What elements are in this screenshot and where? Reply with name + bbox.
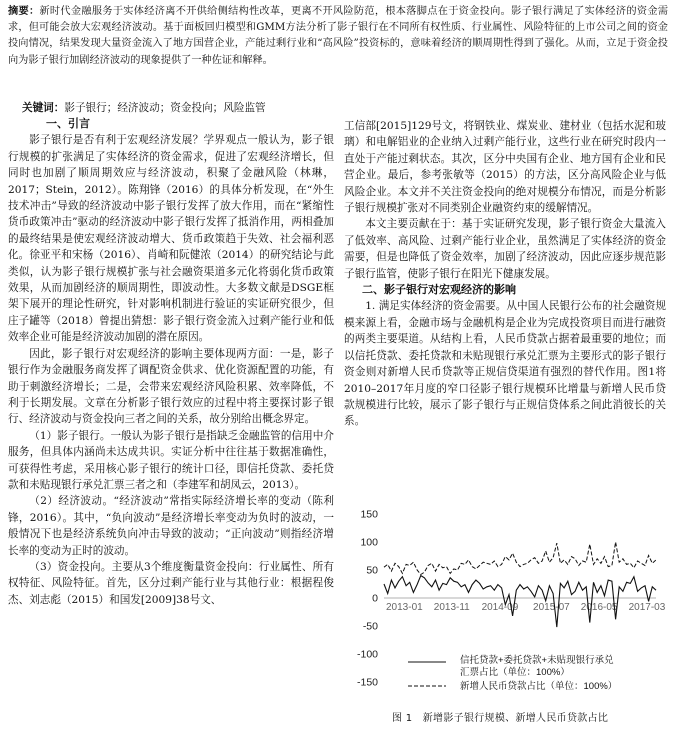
x-tick-label: 2013-01 — [386, 602, 423, 613]
y-tick-label: -150 — [356, 676, 378, 689]
figure-caption: 图 1 新增影子银行规模、新增人民币贷款占比 — [392, 713, 609, 724]
abstract-text: 新时代金融服务于实体经济离不开供给侧结构性改革，更离不开风险防范，根本落脚点在于资金投向。影子银行满足了实体经济的资金需求，但可能会放大宏观经济波动。基于面板回归模型和GMM方法分析了影子银行在不同所有权性质、行业属性、风险特征的上市公司之间的资金投向情况，结果发现大量资金流入了地方国营企业，产能过剩行业和“高风险”投资标的，意味着经济的顺周期性得到了强化。从而，立足于资金投向为影子银行加剧经济波动的现象提供了一种佐证和解释。 — [8, 6, 669, 66]
paragraph: 1. 满足实体经济的资金需要。从中国人民银行公布的社会融资规模来源上看，金融市场与金融机构是企业为完成投资项目而进行融资的两类主要渠道。从结构上看，人民币贷款占据着最重要的地位；而以信托贷款、委托贷款和未贴现银行承兑汇票为主要形式的影子银行资金则对新增人民币贷款等正规信贷渠道有强烈的替代作用。图1将2010–2017年月度的窄口径影子银行规模环比增量与新增人民币贷款规模进行比较，展示了影子银行与正规信贷体系之间此消彼长的关系。 — [344, 300, 666, 428]
legend-label: 信托贷款+委托贷款+未贴现银行承兑 — [460, 655, 614, 666]
line-chart-svg — [346, 506, 668, 706]
legend-label: 新增人民币贷款占比（单位：100%） — [460, 681, 618, 692]
y-tick-label: -100 — [356, 648, 378, 661]
paragraph: （1）影子银行。一般认为影子银行是指缺乏金融监管的信用中介服务，但具体内涵尚未达成共识。实证分析中往往基于数据准确性，可获得性考虑，采用核心影子银行的统计口径，即信托贷款、委托贷款和未贴现银行承兑汇票三者之和（李建军和胡凤云，2013）。 — [8, 429, 334, 491]
section-heading-impact: 二、影子银行对宏观经济的影响 — [362, 283, 516, 297]
paragraph: （3）资金投向。主要从3个维度衡量资金投向：行业属性、所有权特征、风险特征。首先，区分过剩产能行业与其他行业：根据程俊杰、刘志彪（2015）和国发[2009]38号文、 — [8, 560, 334, 606]
paragraph: （2）经济波动。“经济波动”常指实际经济增长率的变动（陈利锋，2016）。其中，“负向波动”是经济增长率变动为负时的波动，一般情况下也是经济系统负向冲击导致的波动；“正向波动”则指经济增长率的变动为正时的波动。 — [8, 495, 334, 557]
x-tick-label: 2015-07 — [533, 602, 570, 613]
y-tick-label: 150 — [360, 508, 378, 521]
keywords-text: 影子银行；经济波动；资金投向；风险监管 — [64, 102, 266, 114]
paragraph: 本文主要贡献在于：基于实证研究发现，影子银行资金大量流入了低效率、高风险、过剩产能行业企业，虽然满足了实体经济的资金需要，但是也降低了资金效率，加剧了经济波动，因此应逐步规范影子银行监管，使影子银行在阳光下健康发展。 — [344, 218, 666, 280]
keywords — [22, 101, 322, 116]
section-heading-intro: 一、引言 — [46, 117, 90, 130]
x-tick-label: 2013-11 — [433, 602, 470, 613]
abstract-label: 摘要： — [8, 6, 40, 17]
y-tick-label: 50 — [366, 564, 378, 577]
x-tick-label: 2017-03 — [628, 602, 666, 613]
y-tick-label: -50 — [362, 620, 378, 633]
paragraph: 因此，影子银行对宏观经济的影响主要体现两方面：一是，影子银行作为金融服务商发挥了调配资金供求、优化资源配置的功能，有助于刺激经济增长；二是，会带来宏观经济风险积累、效率降低，不利于长期发展。文章在分析影子银行效应的过程中将主要探讨影子银行、经济波动与资金投向三者之间的关系，故分别给出概念界定。 — [8, 347, 334, 426]
abstract — [8, 4, 668, 69]
y-tick-label: 0 — [372, 592, 378, 605]
right-column — [344, 118, 666, 430]
paragraph: 工信部[2015]129号文，将钢铁业、煤炭业、建材业（包括水泥和玻璃）和电解铝业的企业纳入过剩产能行业，这些行业在研究时段内一直处于产能过剩状态。其次，区分中央国有企业、地方国有企业和民营企业。最后，参考张敏等（2015）的方法，区分高风险企业与低风险企业。本文并不关注资金投向的绝对规模分布情况，而是分析影子银行规模扩张对不同类别企业融资约束的缓解情况。 — [344, 120, 666, 215]
y-tick-label: 100 — [360, 536, 378, 549]
x-tick-label: 2016-05 — [580, 602, 618, 613]
left-column — [8, 116, 334, 608]
series-line-1 — [384, 542, 656, 575]
paragraph: 影子银行是否有利于宏观经济发展？学界观点一般认为，影子银行规模的扩张满足了实体经济的资金需求，促进了宏观经济增长，但同时也加剧了顺周期效应与经济波动，积聚了金融风险（林琳，2017；Stein，2012）。陈翔锋（2016）的具体分析发现，在“外生技术冲击”导致的经济波动中影子银行发挥了放大作用，而在“紧缩性货币政策冲击”驱动的经济波动中影子银行发挥了抵消作用，两相叠加的最终结果是使宏观经济波动增大、货币政策趋于失效、社会福利恶化。徐亚平和宋杨（2016）、肖崎和阮健浓（2014）的研究结论与此类似，认为影子银行规模扩张与社会融资渠道多元化将弱化货币政策效果，从而加剧经济的顺周期性，即波动性。大多数文献是DSGE框架下展开的理论性研究，针对影响机制进行验证的实证研究很少，但庄子罐等（2018）曾提出猜想：影子银行资金流入过剩产能行业和低效率企业可能是经济波动加剧的潜在原因。 — [8, 134, 334, 344]
keywords-label: 关键词： — [22, 102, 65, 114]
legend-label: 汇票占比（单位：100%） — [460, 667, 570, 678]
figure-1-chart — [346, 506, 668, 726]
x-tick-label: 2014-09 — [481, 602, 519, 613]
